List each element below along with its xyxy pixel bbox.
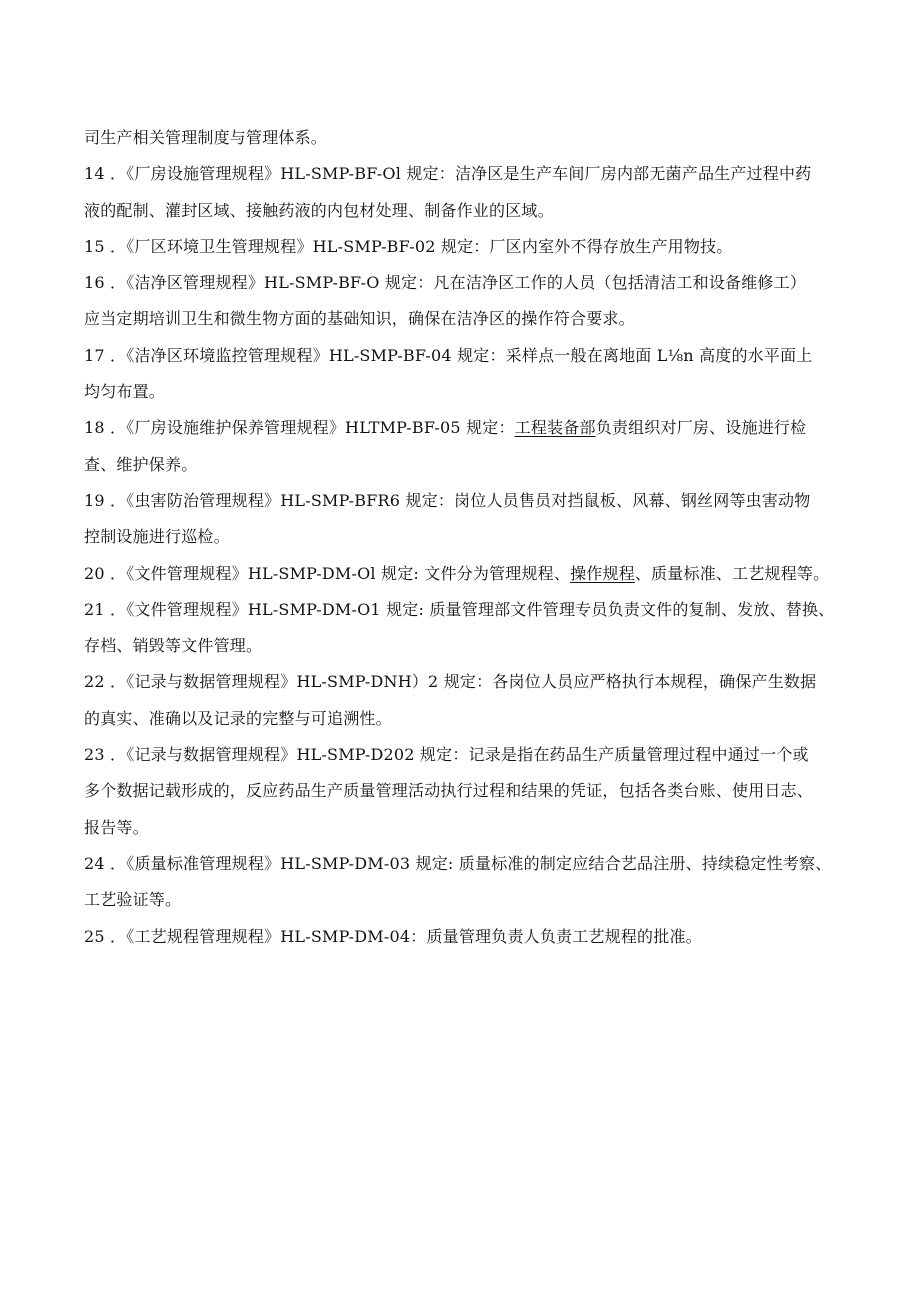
text-span: 18 ．《厂房设施维护保养管理规程》HLTMP-BF-05 规定： [84,418,515,438]
text-line [84,229,844,265]
text-span: 司生产相关管理制度与管理体系。 [84,128,328,147]
text-line [84,519,844,555]
underlined-text: 操作规程 [570,563,635,583]
text-span: 的真实、准确以及记录的完整与可追溯性。 [84,708,392,728]
text-line [84,374,844,410]
text-span: 17 ．《洁净区环境监控管理规程》HL-SMP-BF-04 规定：采样点一般在离地面 L⅛n 高度的水平面上 [84,345,813,365]
text-line [84,592,844,628]
text-line [84,156,844,192]
text-line [84,265,844,301]
text-line [84,338,844,374]
text-line [84,447,844,483]
text-span: 报告等。 [84,817,149,837]
text-line [84,120,844,156]
text-span: 16 ．《洁净区管理规程》HL-SMP-BF-O 规定：凡在洁净区工作的人员（包括清洁工和设备维修工） [84,273,807,293]
text-line [84,556,844,592]
underlined-text: 工程装备部 [514,418,596,438]
text-span: 、质量标准、工艺规程等。 [634,563,830,583]
text-span: 液的配制、灌封区域、接触药液的内包材处理、制备作业的区域。 [84,200,554,220]
text-span: 19 ．《虫害防治管理规程》HL-SMP-BFR6 规定：岗位人员售员对挡鼠板、风幕、钢丝网等虫害动物 [84,490,811,510]
text-line [84,628,844,664]
text-line [84,410,844,446]
text-line [84,701,844,737]
text-span: 工艺验证等。 [84,890,182,910]
text-span: 多个数据记载形成的，反应药品生产质量管理活动执行过程和结果的凭证，包括各类台账、使用日志、 [84,781,814,801]
text-span: 22 ．《记录与数据管理规程》HL-SMP-DNH）2 规定：各岗位人员应严格执行本规程，确保产生数据 [84,672,817,692]
text-line [84,846,844,882]
text-span: 14 ．《厂房设施管理规程》HL-SMP-BF-Ol 规定：洁净区是生产车间厂房内部无菌产品生产过程中药 [84,164,812,184]
text-span: 23 ．《记录与数据管理规程》HL-SMP-D202 规定：记录是指在药品生产质量管理过程中通过一个或 [84,745,809,765]
text-span: 21 ．《文件管理规程》HL-SMP-DM-O1 规定: 质量管理部文件管理专员负责文件的复制、发放、替换、 [84,599,835,619]
text-span: 控制设施进行巡检。 [84,527,230,547]
text-line [84,810,844,846]
text-span: 20 ．《文件管理规程》HL-SMP-DM-Ol 规定: 文件分为管理规程、 [84,563,571,583]
text-line [84,737,844,773]
text-span: 负责组织对厂房、设施进行检 [595,418,807,438]
text-line [84,919,844,955]
text-line [84,301,844,337]
text-line [84,882,844,918]
text-span: 24 ．《质量标准管理规程》HL-SMP-DM-03 规定: 质量标准的制定应结合艺品注册、持续稳定性考察、 [84,853,832,873]
text-span: 15 ．《厂区环境卫生管理规程》HL-SMP-BF-02 规定：厂区内室外不得存放生产用物技。 [84,236,733,256]
text-line [84,483,844,519]
document-body [84,120,844,955]
text-line [84,664,844,700]
text-span: 25 ．《工艺规程管理规程》HL-SMP-DM-04：质量管理负责人负责工艺规程的批准。 [84,926,702,946]
text-span: 均匀布置。 [84,382,166,402]
text-span: 查、维护保养。 [84,454,198,474]
text-line [84,193,844,229]
text-line [84,773,844,809]
text-span: 应当定期培训卫生和微生物方面的基础知识，确保在洁净区的操作符合要求。 [84,309,635,329]
text-span: 存档、销毁等文件管理。 [84,636,263,656]
